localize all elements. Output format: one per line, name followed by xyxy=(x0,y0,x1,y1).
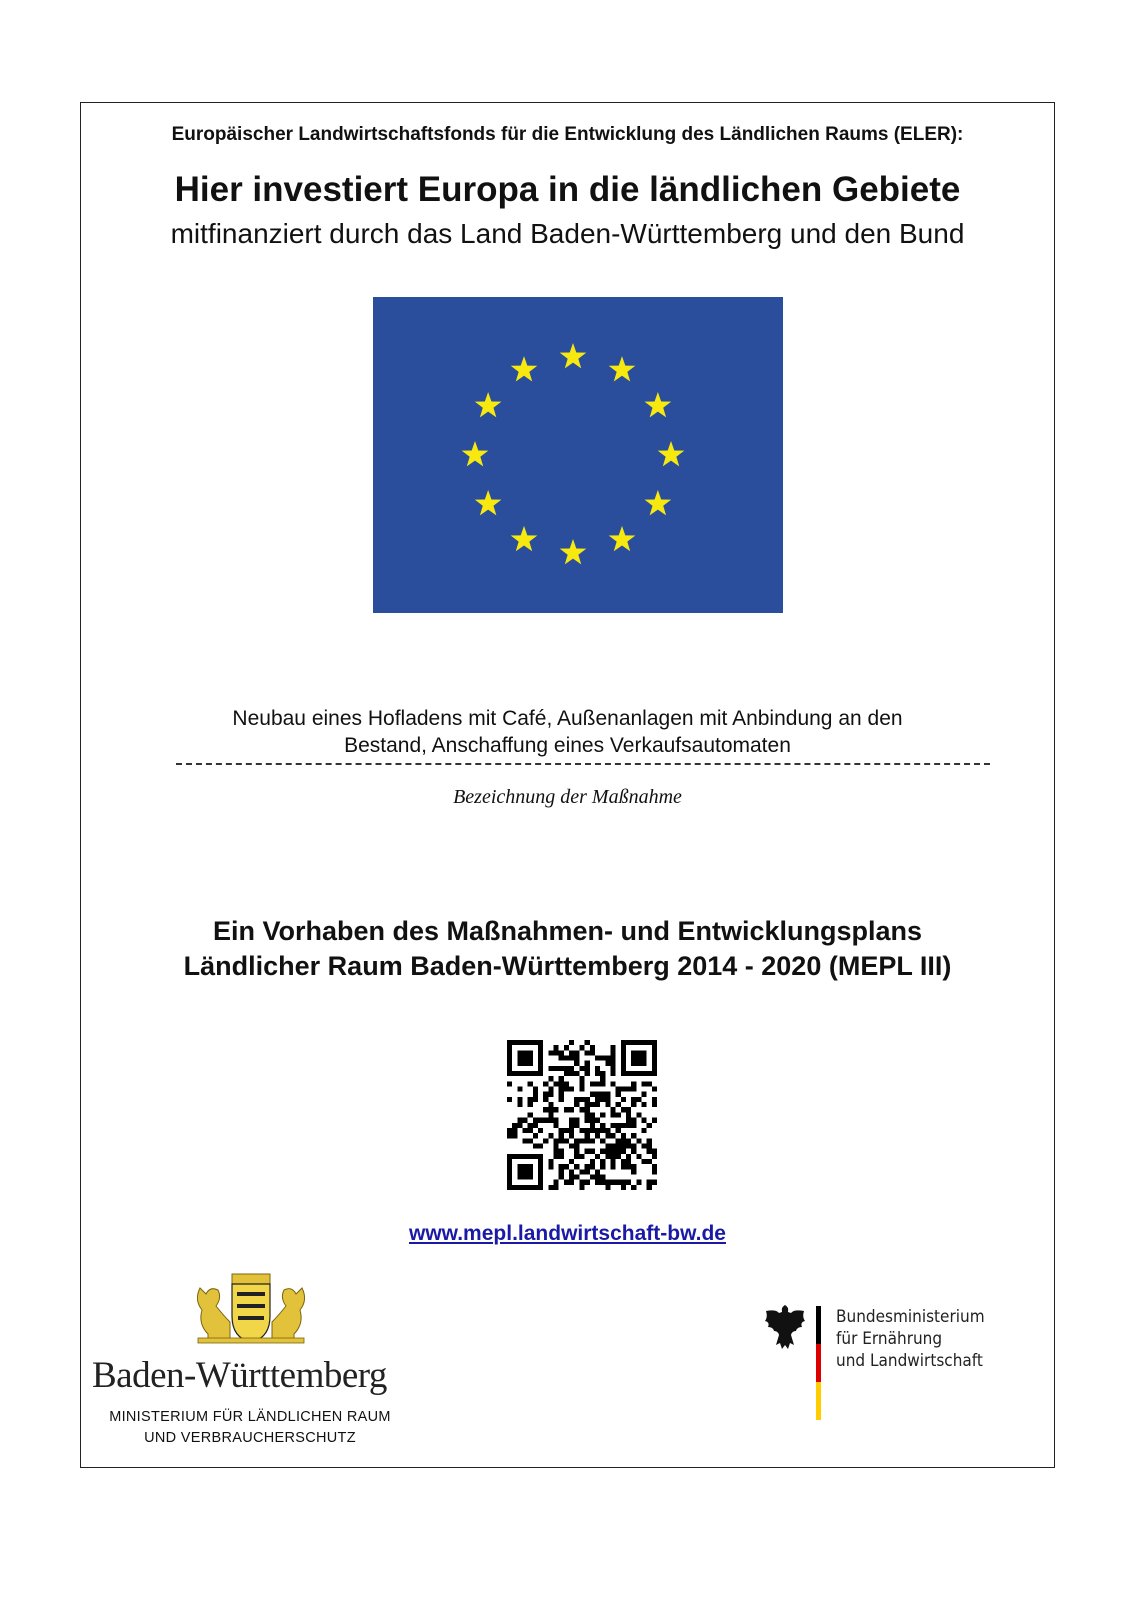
bmel-line-3: und Landwirtschaft xyxy=(836,1351,983,1371)
coat-of-arms-icon xyxy=(188,1272,314,1344)
bmel-line-2: für Ernährung xyxy=(836,1329,943,1349)
qr-code-icon[interactable] xyxy=(507,1040,657,1190)
bmel-line-1: Bundesministerium xyxy=(836,1307,985,1327)
subheadline: mitfinanziert durch das Land Baden-Württemberg und den Bund xyxy=(170,218,965,249)
project-title xyxy=(80,914,1055,984)
bw-ministry-name xyxy=(80,1407,420,1449)
measure-line-1: Neubau eines Hofladens mit Café, Außenanlagen mit Anbindung an den xyxy=(232,707,903,730)
measure-description xyxy=(80,705,1055,759)
measure-caption: Bezeichnung der Maßnahme xyxy=(453,786,682,808)
german-flag-bar xyxy=(816,1306,821,1420)
bw-ministry-line-2: UND VERBRAUCHERSCHUTZ xyxy=(144,1430,356,1446)
bmel-ministry-name xyxy=(836,1306,985,1372)
project-line-1: Ein Vorhaben des Maßnahmen- und Entwicklungsplans xyxy=(212,916,923,946)
federal-eagle-icon xyxy=(764,1303,806,1351)
bw-ministry-line-1: MINISTERIUM FÜR LÄNDLICHEN RAUM xyxy=(109,1409,391,1425)
eu-flag xyxy=(373,297,783,613)
eler-fund-title: Europäischer Landwirtschaftsfonds für die Entwicklung des Ländlichen Raums (ELER): xyxy=(171,124,964,145)
headline: Hier investiert Europa in die ländlichen Gebiete xyxy=(174,170,961,209)
measure-line-2: Bestand, Anschaffung eines Verkaufsautomaten xyxy=(344,734,791,757)
dashed-separator xyxy=(176,763,990,765)
project-line-2: Ländlicher Raum Baden-Württemberg 2014 - 2020 (MEPL III) xyxy=(183,951,952,981)
eu-flag-background xyxy=(373,297,783,613)
bw-state-name: Baden-Württemberg xyxy=(92,1355,387,1396)
website-link[interactable]: www.mepl.landwirtschaft-bw.de xyxy=(409,1222,726,1245)
